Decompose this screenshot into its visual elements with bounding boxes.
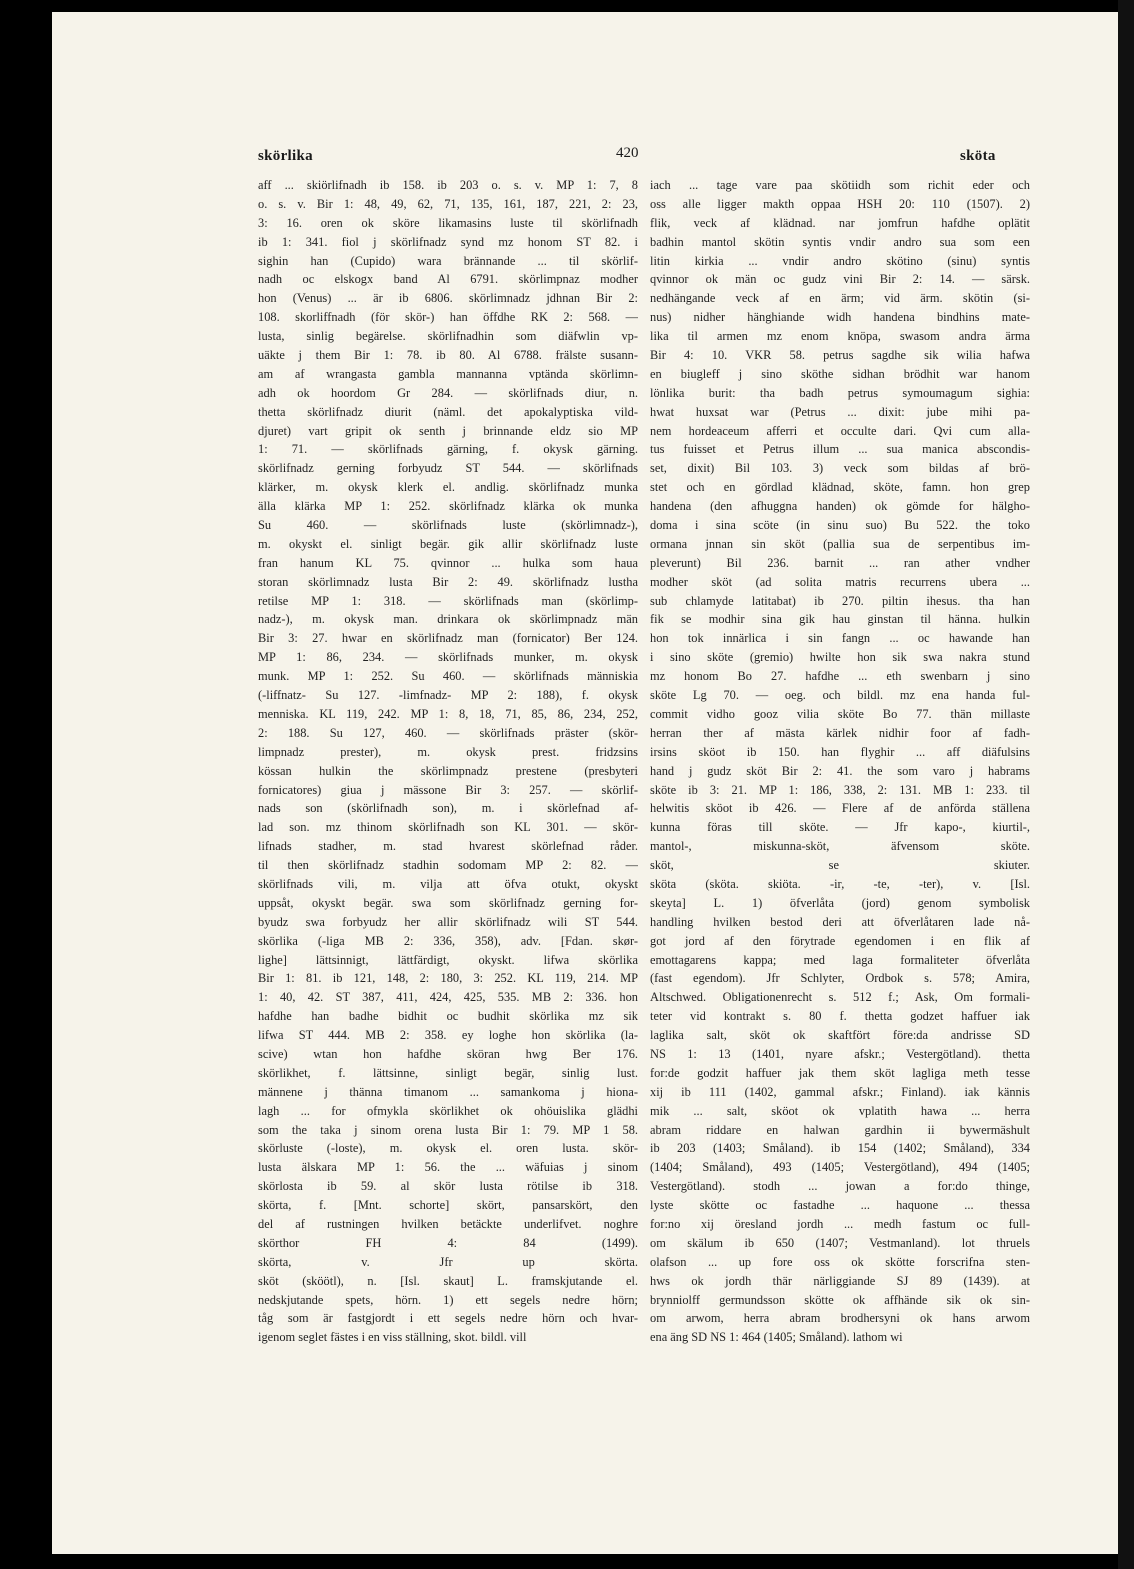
text-line: Vestergötland). stodh ... jowan a for:do thinge, — [650, 1179, 1030, 1194]
text-line: hafdhe han badhe bidhit oc budhit skörlika mz sik — [258, 1009, 638, 1024]
text-line: handling hvilken bestod deri att öfverlåtaren lade nå- — [650, 914, 1030, 929]
text-line: lifwa ST 444. MB 2: 358. ey loghe hon skörlika (la- — [258, 1028, 638, 1043]
running-head-left: skörlika — [258, 148, 313, 164]
text-line: ormana jnnan sin sköt (pallia sua de serpentibus im- — [650, 536, 1030, 551]
text-line: modher sköt (ad solita matris recurrens ubera ... — [650, 574, 1030, 589]
text-line: for:de godzit haffuer jak them sköt lagliga meth tesse — [650, 1065, 1030, 1080]
text-line: herran ther af mästa kärlek nidhir foor af fadh- — [650, 725, 1030, 740]
text-line: xij ib 111 (1402, gammal afskr.; Finland). iak kännis — [650, 1084, 1030, 1099]
text-line: skörlosta ib 59. al skör lusta rötilse ib 318. — [258, 1179, 638, 1194]
text-line: mz honom Bo 27. hafdhe ... eth swenbarn j sino — [650, 669, 1030, 684]
text-line: uäkte j them Bir 1: 78. ib 80. Al 6788. frälste susann- — [258, 348, 638, 363]
text-line: helwitis sköot ib 426. — Flere af de anförda ställena — [650, 801, 1030, 816]
text-line: NS 1: 13 (1401, nyare afskr.; Vestergötland). thetta — [650, 1046, 1030, 1061]
text-line: männene j thänna timanom ... samankoma j hiona- — [258, 1084, 638, 1099]
text-line: doma i sina scöte (in sinu suo) Bu 522. the toko — [650, 518, 1030, 533]
text-line: qvinnor ok män oc gudz vini Bir 2: 14. — särsk. — [650, 272, 1030, 287]
text-line: mantol-, miskunna-sköt, äfvensom sköte. — [650, 839, 1030, 854]
text-line: aff ... skiörlifnadh ib 158. ib 203 o. s. v. MP 1: 7, 8 — [258, 178, 638, 192]
text-line: nedskjutande spets, hörn. 1) ett segels nedre hörn; — [258, 1292, 638, 1307]
text-line: nem hordeaceum afferri et occulte dari. Qvi cum alla- — [650, 423, 1030, 438]
text-line: klärker, m. okysk klerk el. andlig. skörlifnadz munka — [258, 480, 638, 495]
text-line: älla klärka MP 1: 252. skörlifnadz klärka ok munka — [258, 499, 638, 514]
text-line: fik se modhir sina gik hau ginstan til hänna. hulkin — [650, 612, 1030, 627]
text-line: sköt, se skiuter. — [650, 858, 1030, 873]
text-line: storan skörlimnadz lusta Bir 2: 49. skörlifnadz lustha — [258, 574, 638, 589]
text-line: lusta, sinlig begärelse. skörlifnadhin som diäfwlin vp- — [258, 329, 638, 344]
text-line: set, dixit) Bil 103. 3) veck som bildas af brö- — [650, 461, 1030, 476]
text-line: en biugleff j sino sköthe sidhan brödhit war hanom — [650, 366, 1030, 381]
text-line: (1404; Småland), 493 (1405; Vestergötland), 494 (1405; — [650, 1160, 1030, 1175]
text-line: got jord af den förytrade egendomen i en flik af — [650, 933, 1030, 948]
text-line: skörlifnadz gerning forbyudz ST 544. — skörlifnads — [258, 461, 638, 476]
text-line: som the taka j sinom orena lusta Bir 1: 79. MP 1 58. — [258, 1122, 638, 1137]
text-line: skörlika (-liga MB 2: 336, 358), adv. [Fdan. skør- — [258, 933, 638, 948]
text-line: (fast egendom). Jfr Schlyter, Ordbok s. 578; Amira, — [650, 971, 1030, 986]
text-line: (-liffnatz- Su 127. -limfnadz- MP 2: 188), f. okysk — [258, 688, 638, 703]
text-line: nads son (skörlifnadh son), m. i skörlefnad af- — [258, 801, 638, 816]
text-line: 2: 188. Su 127, 460. — skörlifnads präster (skör- — [258, 725, 638, 740]
text-line: skörta, v. Jfr up skörta. — [258, 1254, 638, 1269]
text-line: ena äng SD NS 1: 464 (1405; Småland). lathom wi — [650, 1330, 903, 1345]
text-line: tåg som är fastgjordt i ett segels nedre hörn och hvar- — [258, 1311, 638, 1326]
text-line: skörluste (-loste), m. okysk el. oren lusta. skör- — [258, 1141, 638, 1156]
text-line: lifnads stadher, m. stad hvarest skörlefnad råder. — [258, 839, 638, 854]
text-line: skeyta] L. 1) öfverlåta (jord) genom symbolisk — [650, 895, 1030, 910]
text-line: thetta skörlifnadz diurit (näml. det apokalyptiska vild- — [258, 404, 638, 419]
text-line: lusta älskara MP 1: 56. the ... wäfuias j sinom — [258, 1160, 638, 1175]
text-line: retilse MP 1: 318. — skörlifnads man (skörlimp- — [258, 593, 638, 608]
text-line: laglika salt, sköt ok skaftfört före:da andrisse SD — [650, 1028, 1030, 1043]
text-line: i sino sköte (gremio) hwilte hon sik swa nakra stund — [650, 650, 1030, 665]
text-line: for:no xij öresland jordh ... medh fastum oc full- — [650, 1216, 1030, 1231]
text-line: lika til armen mz enom knöpa, swasom andra ärma — [650, 329, 1030, 344]
text-line: skörlikhet, f. lättsinne, sinligt begär, sinlig lust. — [258, 1065, 638, 1080]
scan-edge — [1118, 0, 1134, 1569]
text-line: sighin han (Cupido) wara brännande ... til skörlif- — [258, 253, 638, 268]
text-line: ib 1: 341. fiol j skörlifnadz synd mz honom ST 82. i — [258, 234, 638, 249]
text-line: iach ... tage vare paa skötiidh som richit eder och — [650, 178, 1030, 192]
text-line: MP 1: 86, 234. — skörlifnads munker, m. okysk — [258, 650, 638, 665]
text-line: adh ok hoordom Gr 284. — skörlifnads diur, n. — [258, 385, 638, 400]
text-line: menniska. KL 119, 242. MP 1: 8, 18, 71, 85, 86, 234, 252, — [258, 706, 638, 721]
text-line: oss alle ligger makth oppaa HSH 20: 110 (1507). 2) — [650, 196, 1030, 211]
text-line: hwat huxsat war (Petrus ... dixit: jube mihi pa- — [650, 404, 1030, 419]
text-line: hws ok jordh thär närliggiande SJ 89 (1439). at — [650, 1273, 1030, 1288]
text-line: teter vid kontrakt s. 80 f. thetta godzet haffuer iak — [650, 1009, 1030, 1024]
text-line: Altschwed. Obligationenrecht s. 512 f.; Ask, Om formali- — [650, 990, 1030, 1005]
text-line: kunna föras till sköte. — Jfr kapo-, kiurtil-, — [650, 820, 1030, 835]
text-line: lighe] lättsinnigt, lättfärdigt, okyskt. lifwa skörlika — [258, 952, 638, 967]
text-line: sub chlamyde latitabat) ib 270. piltin ihesus. tha han — [650, 593, 1030, 608]
text-line: tus fuisset et Petrus illum ... sua manica abscondis- — [650, 442, 1030, 457]
text-line: skörlifnads vili, m. vilja att öfva otukt, okyskt — [258, 876, 638, 891]
text-line: sköte Lg 70. — oeg. och bildl. mz ena handa ful- — [650, 688, 1030, 703]
text-line: 108. skorliffnadh (för skör-) han öffdhe RK 2: 568. — — [258, 310, 638, 325]
text-line: mik ... salt, sköot ok vplatith hawa ... herra — [650, 1103, 1030, 1118]
text-line: Bir 1: 81. ib 121, 148, 2: 180, 3: 252. KL 119, 214. MP — [258, 971, 638, 986]
text-line: munk. MP 1: 252. Su 460. — skörlifnads människia — [258, 669, 638, 684]
text-line: skörta, f. [Mnt. schorte] skört, pansarskört, den — [258, 1198, 638, 1213]
text-line: stet och en gördlad klädnad, sköte, famn. hon grep — [650, 480, 1030, 495]
text-line: olafson ... up fore oss ok skötte forscrifna sten- — [650, 1254, 1030, 1269]
text-line: skörthor FH 4: 84 (1499). — [258, 1235, 638, 1250]
text-line: lönlika burit: tha badh petrus symoumagum sighia: — [650, 385, 1030, 400]
text-line: limpnadz prester), m. okysk prest. fridzsins — [258, 744, 638, 759]
text-line: del af rustningen hvilken betäckte underlifvet. noghre — [258, 1216, 638, 1231]
text-line: fornicatores) giua j mässone Bir 3: 257. — skörlif- — [258, 782, 638, 797]
text-line: Bir 4: 10. VKR 58. petrus sagdhe sik wilia hafwa — [650, 348, 1030, 363]
text-line: irsins sköot ib 150. han flyghir ... aff diäfulsins — [650, 744, 1030, 759]
text-line: Bir 3: 27. hwar en skörlifnadz man (fornicator) Ber 124. — [258, 631, 638, 646]
text-line: flik, veck af klädnad. nar jomfrun hafdhe oplätit — [650, 215, 1030, 230]
text-line: sköt (sköötl), n. [Isl. skaut] L. framskjutande el. — [258, 1273, 638, 1288]
text-line: hand j gudz sköt Bir 2: 41. the som varo j habrams — [650, 763, 1030, 778]
text-line: om arwom, herra abram brodhersyni ok hans arwom — [650, 1311, 1030, 1326]
text-line: litin kirkia ... vndir andro skötino (sinu) syntis — [650, 253, 1030, 268]
text-line: lagh ... for ofmykla skörlikhet ok ohöuislika glädhi — [258, 1103, 638, 1118]
text-line: badhin mantol skötin syntis vndir andro sua som een — [650, 234, 1030, 249]
text-line: o. s. v. Bir 1: 48, 49, 62, 71, 135, 161, 187, 221, 2: 23, — [258, 196, 638, 211]
text-line: handena (den afhuggna handen) ok gömde for hälgho- — [650, 499, 1030, 514]
text-line: lyste skötte oc fastadhe ... haquone ... thessa — [650, 1198, 1030, 1213]
right-column — [650, 176, 1030, 1347]
text-line: commit vidho gooz vilia sköte Bo 77. thän millaste — [650, 706, 1030, 721]
text-line: 1: 40, 42. ST 387, 411, 424, 425, 535. MB 2: 336. hon — [258, 990, 638, 1005]
text-line: 3: 16. oren ok sköre likamasins luste til skörlifnadh — [258, 215, 638, 230]
text-line: nedhängande veck af en ärm; vid ärm. skötin (si- — [650, 291, 1030, 306]
text-line: hon (Venus) ... är ib 6806. skörlimnadz jdhnan Bir 2: — [258, 291, 638, 306]
text-line: scive) wtan hon hafdhe sköran hwg Ber 176. — [258, 1046, 638, 1061]
left-column — [258, 176, 638, 1347]
text-line: abram riddare en halwan gardhin ii bywermäshult — [650, 1122, 1030, 1137]
text-line: om skälum ib 650 (1407; Vestmanland). lot thruels — [650, 1235, 1030, 1250]
text-line: m. okyskt el. sinligt begär. gik allir skörlifnadz luste — [258, 536, 638, 551]
page-number: 420 — [616, 145, 639, 161]
text-line: Su 460. — skörlifnads luste (skörlimnadz-), — [258, 518, 638, 533]
text-line: am af wrangasta gambla mannanna vptända skörlimn- — [258, 366, 638, 381]
text-line: nadh oc elskogx band Al 6791. skörlimpnaz modher — [258, 272, 638, 287]
text-line: kössan hulkin the skörlimpnadz prestene (presbyteri — [258, 763, 638, 778]
text-line: brynniolff germundsson skötte ok affhände sik ok sin- — [650, 1292, 1030, 1307]
text-line: til then skörlifnadz stadhin sodomam MP 2: 82. — — [258, 858, 638, 873]
text-line: igenom seglet fästes i en viss ställning, skot. bildl. vill — [258, 1330, 527, 1345]
text-line: djuret) vart gripit ok senth j brinnande eldz sio MP — [258, 423, 638, 438]
text-line: uppsåt, okyskt begär. swa som skörlifnadz gerning for- — [258, 895, 638, 910]
text-line: fran hanum KL 75. qvinnor ... hulka som haua — [258, 555, 638, 570]
text-line: sköta (sköta. skiöta. -ir, -te, -ter), v. [Isl. — [650, 876, 1030, 891]
text-line: nadz-), m. okysk man. drinkara ok skörlimpnadz män — [258, 612, 638, 627]
text-line: 1: 71. — skörlifnads gärning, f. okysk gärning. — [258, 442, 638, 457]
text-line: byudz swa forbyudz her allir skörlifnadz wili ST 544. — [258, 914, 638, 929]
text-line: pleverunt) Bil 236. barnit ... ran ather vndher — [650, 555, 1030, 570]
text-line: lad son. mz thinom skörlifnadh son KL 301. — skör- — [258, 820, 638, 835]
text-line: emottagarens kappa; med laga formaliteter öfverlåta — [650, 952, 1030, 967]
text-line: hon tok innärlica i sin fangn ... oc hawande han — [650, 631, 1030, 646]
running-head-right: sköta — [960, 148, 996, 164]
text-line: ib 203 (1403; Småland). ib 154 (1402; Småland), 334 — [650, 1141, 1030, 1156]
text-line: sköte ib 3: 21. MP 1: 186, 338, 2: 131. MB 1: 233. til — [650, 782, 1030, 797]
text-line: nus) nidher hänghiande widh handena bindhins mate- — [650, 310, 1030, 325]
